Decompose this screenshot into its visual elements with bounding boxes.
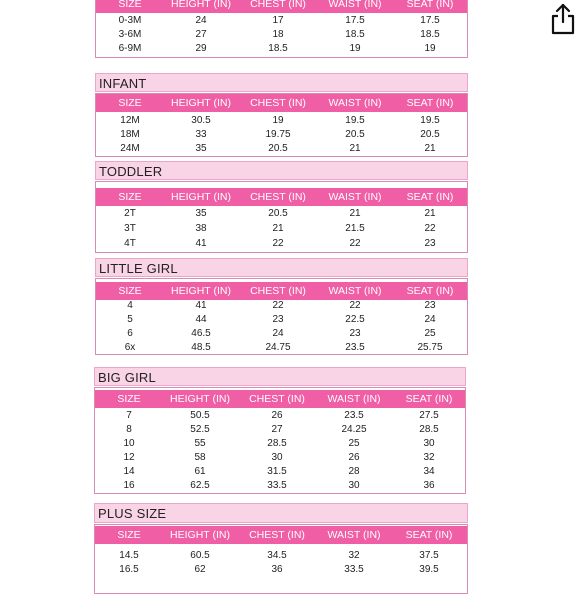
col-header-seat: SEAT (IN) (406, 0, 454, 10)
cell-chest: 28.5 (267, 438, 287, 449)
cell-size: 12 (123, 452, 135, 463)
cell-seat: 21 (424, 208, 436, 219)
cell-size: 0-3M (118, 15, 142, 26)
cell-waist: 19.5 (345, 115, 365, 126)
table-row (96, 313, 467, 327)
table-header (96, 188, 467, 206)
cell-height: 44 (195, 314, 207, 325)
cell-waist: 25 (348, 438, 360, 449)
share-button[interactable] (548, 2, 578, 36)
cell-seat: 39.5 (419, 564, 439, 575)
cell-seat: 20.5 (420, 129, 440, 140)
cell-size: 5 (127, 314, 133, 325)
cell-seat: 19 (424, 43, 436, 54)
col-header-height: HEIGHT (IN) (171, 0, 231, 10)
col-header-height: HEIGHT (IN) (171, 97, 231, 109)
cell-chest: 21 (272, 223, 284, 234)
cell-size: 7 (126, 410, 132, 421)
size-table (95, 278, 468, 355)
cell-size: 4 (127, 300, 133, 311)
col-header-chest: CHEST (IN) (250, 0, 306, 10)
col-header-height: HEIGHT (IN) (171, 285, 231, 297)
cell-seat: 28.5 (419, 424, 439, 435)
col-header-size: SIZE (118, 285, 142, 297)
cell-waist: 28 (348, 466, 360, 477)
cell-seat: 18.5 (420, 29, 440, 40)
cell-waist: 20.5 (345, 129, 365, 140)
col-header-seat: SEAT (IN) (405, 393, 453, 405)
cell-chest: 27 (271, 424, 283, 435)
size-table (95, 93, 468, 157)
cell-size: 18M (120, 129, 140, 140)
cell-chest: 22 (272, 300, 284, 311)
cell-height: 35 (195, 143, 207, 154)
table-header (96, 0, 467, 13)
col-header-size: SIZE (117, 393, 141, 405)
table-row (95, 409, 465, 423)
table-row (96, 327, 467, 341)
table-header (95, 526, 467, 544)
cell-seat: 27.5 (419, 410, 439, 421)
cell-seat: 32 (423, 452, 435, 463)
cell-size: 10 (123, 438, 135, 449)
share-icon (548, 2, 578, 36)
col-header-size: SIZE (118, 191, 142, 203)
cell-seat: 36 (423, 480, 435, 491)
cell-chest: 30 (271, 452, 283, 463)
table-row (96, 207, 467, 221)
cell-chest: 20.5 (268, 208, 288, 219)
cell-seat: 24 (424, 314, 436, 325)
cell-seat: 23 (424, 238, 436, 249)
col-header-seat: SEAT (IN) (405, 529, 453, 541)
cell-chest: 24 (272, 328, 284, 339)
cell-waist: 23.5 (344, 410, 364, 421)
col-header-chest: CHEST (IN) (249, 393, 305, 405)
cell-waist: 24.25 (341, 424, 367, 435)
cell-height: 38 (195, 223, 207, 234)
cell-waist: 26 (348, 452, 360, 463)
cell-height: 60.5 (190, 550, 210, 561)
cell-height: 55 (194, 438, 206, 449)
cell-height: 46.5 (191, 328, 211, 339)
cell-size: 12M (120, 115, 140, 126)
table-row (96, 142, 467, 156)
cell-height: 52.5 (190, 424, 210, 435)
cell-size: 16 (123, 480, 135, 491)
cell-seat: 17.5 (420, 15, 440, 26)
table-row (95, 451, 465, 465)
cell-height: 24 (195, 15, 207, 26)
cell-height: 61 (194, 466, 206, 477)
col-header-seat: SEAT (IN) (406, 191, 454, 203)
cell-height: 41 (195, 238, 207, 249)
col-header-chest: CHEST (IN) (250, 285, 306, 297)
section-title: PLUS SIZE (94, 503, 468, 523)
col-header-waist: WAIST (IN) (328, 0, 382, 10)
section-title: LITTLE GIRL (95, 258, 468, 277)
cell-height: 62.5 (190, 480, 210, 491)
cell-height: 30.5 (191, 115, 211, 126)
cell-waist: 22 (349, 238, 361, 249)
col-header-chest: CHEST (IN) (250, 97, 306, 109)
cell-waist: 21 (349, 143, 361, 154)
table-row (96, 237, 467, 251)
cell-chest: 33.5 (267, 480, 287, 491)
cell-chest: 36 (271, 564, 283, 575)
cell-height: 35 (195, 208, 207, 219)
cell-seat: 37.5 (419, 550, 439, 561)
cell-chest: 23 (272, 314, 284, 325)
cell-chest: 19 (272, 115, 284, 126)
cell-height: 27 (195, 29, 207, 40)
col-header-waist: WAIST (IN) (328, 285, 382, 297)
cell-size: 3-6M (118, 29, 142, 40)
cell-height: 41 (195, 300, 207, 311)
cell-size: 24M (120, 143, 140, 154)
cell-seat: 22 (424, 223, 436, 234)
cell-waist: 17.5 (345, 15, 365, 26)
cell-size: 2T (124, 208, 136, 219)
table-row (95, 563, 467, 577)
cell-chest: 20.5 (268, 143, 288, 154)
cell-waist: 19 (349, 43, 361, 54)
table-row (96, 14, 467, 28)
table-row (96, 28, 467, 42)
size-table (95, 181, 468, 253)
section-title: BIG GIRL (94, 367, 466, 386)
cell-size: 14 (123, 466, 135, 477)
table-header (95, 390, 465, 408)
table-row (96, 114, 467, 128)
cell-chest: 17 (272, 15, 284, 26)
col-header-seat: SEAT (IN) (406, 285, 454, 297)
table-row (96, 341, 467, 355)
table-row (95, 465, 465, 479)
cell-size: 6-9M (118, 43, 142, 54)
cell-waist: 22.5 (345, 314, 365, 325)
cell-chest: 24.75 (265, 342, 291, 353)
table-row (96, 42, 467, 56)
col-header-waist: WAIST (IN) (328, 97, 382, 109)
cell-height: 50.5 (190, 410, 210, 421)
col-header-chest: CHEST (IN) (250, 191, 306, 203)
table-row (95, 479, 465, 493)
cell-height: 33 (195, 129, 207, 140)
cell-height: 58 (194, 452, 206, 463)
col-header-size: SIZE (118, 97, 142, 109)
cell-size: 8 (126, 424, 132, 435)
cell-seat: 25.75 (417, 342, 443, 353)
cell-waist: 23 (349, 328, 361, 339)
cell-seat: 30 (423, 438, 435, 449)
table-header (96, 94, 467, 112)
col-header-height: HEIGHT (IN) (171, 191, 231, 203)
cell-size: 14.5 (119, 550, 139, 561)
cell-waist: 23.5 (345, 342, 365, 353)
table-row (96, 299, 467, 313)
cell-size: 6x (124, 342, 136, 353)
cell-height: 48.5 (191, 342, 211, 353)
col-header-height: HEIGHT (IN) (170, 529, 230, 541)
col-header-seat: SEAT (IN) (406, 97, 454, 109)
table-row (95, 423, 465, 437)
cell-waist: 22 (349, 300, 361, 311)
table-row (95, 437, 465, 451)
cell-chest: 31.5 (267, 466, 287, 477)
cell-waist: 32 (348, 550, 360, 561)
cell-seat: 25 (424, 328, 436, 339)
cell-waist: 33.5 (344, 564, 364, 575)
cell-chest: 19.75 (265, 129, 291, 140)
size-table (94, 524, 468, 594)
cell-size: 16.5 (119, 564, 139, 575)
cell-waist: 21.5 (345, 223, 365, 234)
cell-seat: 34 (423, 466, 435, 477)
col-header-chest: CHEST (IN) (249, 529, 305, 541)
table-row (96, 128, 467, 142)
col-header-size: SIZE (118, 0, 142, 10)
col-header-height: HEIGHT (IN) (170, 393, 230, 405)
cell-size: 6 (127, 328, 133, 339)
cell-chest: 26 (271, 410, 283, 421)
col-header-size: SIZE (117, 529, 141, 541)
cell-height: 29 (195, 43, 207, 54)
section-title: TODDLER (95, 161, 468, 180)
cell-seat: 19.5 (420, 115, 440, 126)
cell-height: 62 (194, 564, 206, 575)
cell-chest: 18.5 (268, 43, 288, 54)
table-header (96, 282, 467, 300)
cell-chest: 22 (272, 238, 284, 249)
cell-size: 4T (124, 238, 136, 249)
cell-waist: 30 (348, 480, 360, 491)
size-table (95, 0, 468, 58)
table-row (96, 222, 467, 236)
cell-chest: 34.5 (267, 550, 287, 561)
cell-seat: 21 (424, 143, 436, 154)
section-title: INFANT (95, 73, 468, 92)
cell-seat: 23 (424, 300, 436, 311)
size-table (94, 387, 466, 494)
col-header-waist: WAIST (IN) (328, 191, 382, 203)
table-row (95, 549, 467, 563)
cell-size: 3T (124, 223, 136, 234)
cell-waist: 18.5 (345, 29, 365, 40)
cell-chest: 18 (272, 29, 284, 40)
cell-waist: 21 (349, 208, 361, 219)
col-header-waist: WAIST (IN) (327, 393, 381, 405)
col-header-waist: WAIST (IN) (327, 529, 381, 541)
